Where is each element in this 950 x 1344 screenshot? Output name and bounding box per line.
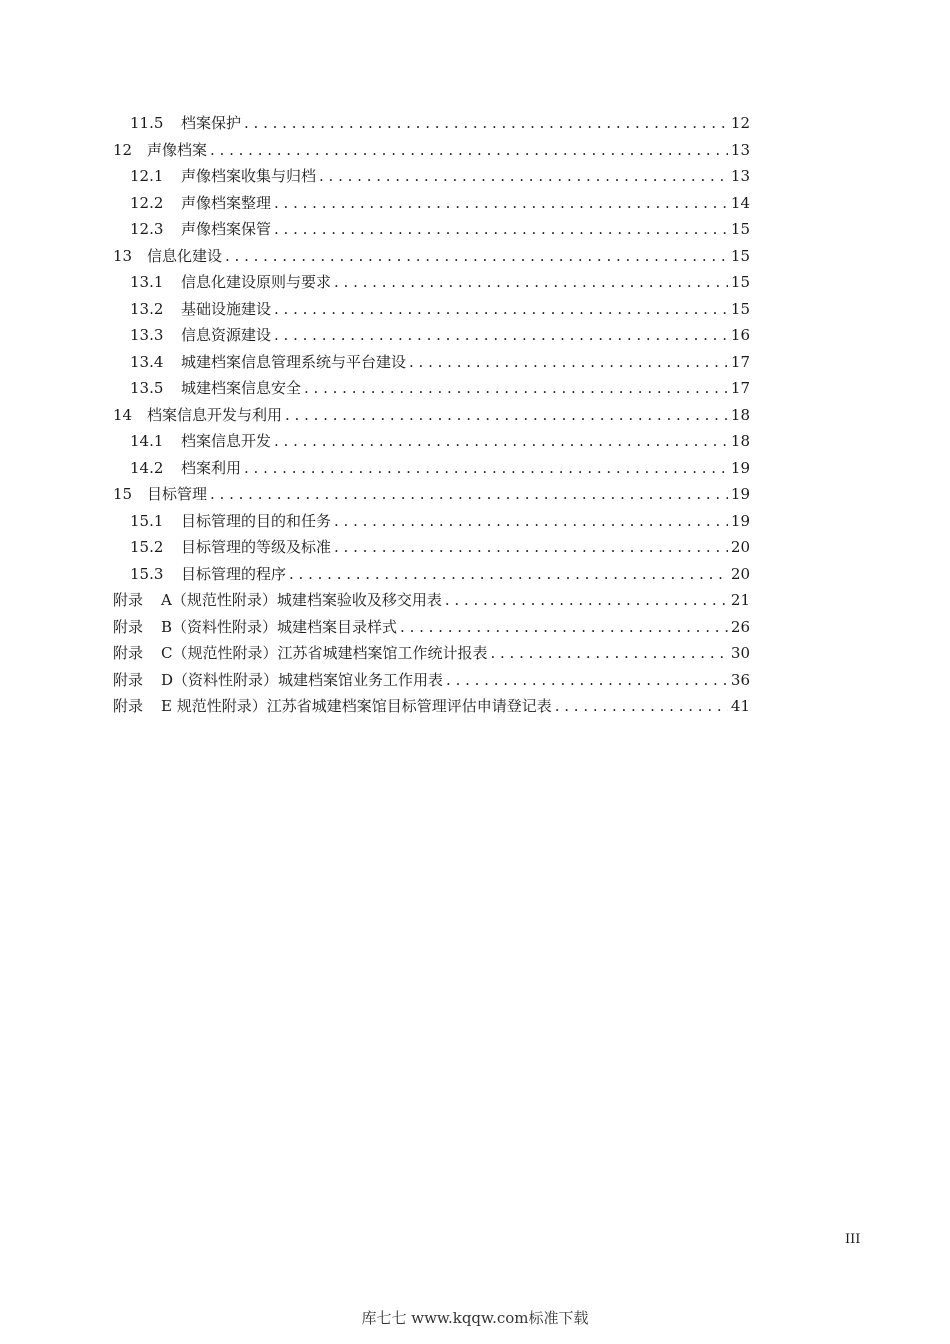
toc-entry-title: 信息化建设原则与要求 — [181, 273, 332, 291]
toc-entry-number: 14 — [113, 405, 133, 424]
toc-entry[interactable] — [113, 324, 750, 351]
toc-entry[interactable] — [113, 245, 750, 272]
toc-entry[interactable] — [113, 404, 750, 431]
toc-entry-title: 声像档案 — [147, 140, 208, 159]
toc-entry-number: 附录 — [113, 644, 144, 662]
toc-entry-number: 14.1 — [130, 432, 164, 450]
toc-dot-leader — [555, 697, 728, 715]
toc-entry-page: 19 — [730, 485, 750, 503]
toc-entry-title: 声像档案收集与归档 — [181, 167, 317, 185]
table-of-contents — [113, 112, 750, 722]
toc-dot-leader — [334, 538, 728, 556]
toc-entry-page: 13 — [730, 167, 750, 185]
toc-entry-number: 11.5 — [130, 114, 164, 132]
toc-entry-number: 15.3 — [130, 564, 164, 583]
toc-dot-leader — [334, 273, 728, 291]
toc-entry-page: 14 — [730, 193, 750, 212]
toc-entry[interactable] — [113, 510, 750, 537]
toc-entry[interactable] — [113, 139, 750, 166]
toc-entry-page: 15 — [730, 246, 750, 265]
toc-entry-page: 13 — [730, 140, 750, 159]
toc-entry-number: 附录 — [113, 617, 144, 636]
footer-watermark: 库七七 www.kqqw.com标准下载 — [361, 1309, 589, 1327]
toc-entry[interactable] — [113, 483, 750, 510]
toc-entry-title: 城建档案信息管理系统与平台建设 — [181, 352, 407, 371]
toc-entry-number: 15 — [113, 485, 133, 503]
toc-entry-page: 21 — [730, 591, 750, 609]
toc-entry-number: 13.4 — [130, 352, 164, 371]
toc-dot-leader — [409, 353, 728, 371]
toc-entry-title: 城建档案信息安全 — [181, 379, 302, 397]
toc-entry[interactable] — [113, 616, 750, 643]
toc-entry-title: 档案信息开发 — [181, 432, 272, 450]
toc-entry-title: A（规范性附录）城建档案验收及移交用表 — [161, 591, 442, 609]
toc-entry[interactable] — [113, 536, 750, 563]
toc-entry-page: 18 — [730, 405, 750, 424]
toc-dot-leader — [319, 167, 728, 185]
toc-entry-number: 13 — [113, 246, 133, 265]
toc-entry-page: 15 — [730, 220, 750, 238]
toc-entry-page: 17 — [730, 379, 750, 397]
toc-entry[interactable] — [113, 271, 750, 298]
toc-entry-number: 13.1 — [130, 273, 164, 291]
toc-dot-leader — [400, 618, 728, 636]
toc-entry-title: 信息资源建设 — [181, 326, 272, 344]
toc-entry-title: B（资料性附录）城建档案目录样式 — [161, 617, 398, 636]
toc-dot-leader — [289, 565, 728, 583]
toc-entry-number: 12.3 — [130, 220, 164, 238]
toc-entry[interactable] — [113, 218, 750, 245]
toc-entry-number: 附录 — [113, 697, 144, 715]
toc-entry-page: 20 — [730, 538, 750, 556]
toc-entry[interactable] — [113, 192, 750, 219]
toc-entry-title: 目标管理 — [147, 485, 208, 503]
toc-entry[interactable] — [113, 695, 750, 722]
toc-dot-leader — [304, 379, 728, 397]
toc-entry[interactable] — [113, 165, 750, 192]
toc-entry[interactable] — [113, 430, 750, 457]
toc-dot-leader — [244, 459, 728, 477]
toc-entry-number: 12.1 — [130, 167, 164, 185]
toc-dot-leader — [210, 141, 728, 159]
toc-entry-page: 12 — [730, 114, 750, 132]
toc-entry-title: 目标管理的目的和任务 — [181, 511, 332, 530]
toc-dot-leader — [285, 406, 728, 424]
toc-entry-page: 26 — [730, 617, 750, 636]
toc-entry-page: 15 — [730, 273, 750, 291]
toc-dot-leader — [274, 220, 728, 238]
toc-entry[interactable] — [113, 457, 750, 484]
toc-dot-leader — [244, 114, 728, 132]
toc-dot-leader — [334, 512, 728, 530]
toc-entry-number: 附录 — [113, 591, 144, 609]
toc-dot-leader — [274, 194, 728, 212]
toc-entry[interactable] — [113, 298, 750, 325]
toc-dot-leader — [490, 644, 727, 662]
toc-entry-page: 36 — [730, 670, 750, 689]
toc-entry[interactable] — [113, 112, 750, 139]
toc-dot-leader — [210, 485, 728, 503]
page-number: III — [845, 1232, 861, 1247]
toc-entry-page: 18 — [730, 432, 750, 450]
toc-entry-number: 15.2 — [130, 538, 164, 556]
toc-entry-number: 附录 — [113, 670, 144, 689]
toc-entry-page: 20 — [730, 564, 750, 583]
toc-entry-page: 19 — [730, 511, 750, 530]
toc-entry-title: E 规范性附录）江苏省城建档案馆目标管理评估申请登记表 — [161, 697, 552, 715]
toc-entry-title: 基础设施建设 — [181, 299, 272, 318]
toc-entry-title: 信息化建设 — [147, 246, 223, 265]
toc-entry-page: 16 — [730, 326, 750, 344]
toc-entry[interactable] — [113, 377, 750, 404]
toc-entry-number: 12 — [113, 140, 133, 159]
toc-dot-leader — [446, 671, 728, 689]
toc-entry-title: 目标管理的程序 — [181, 564, 287, 583]
toc-entry-page: 15 — [730, 299, 750, 318]
toc-entry-title: D（资料性附录）城建档案馆业务工作用表 — [161, 670, 444, 689]
toc-entry-number: 15.1 — [130, 511, 164, 530]
toc-entry[interactable] — [113, 589, 750, 616]
toc-entry-title: 声像档案整理 — [181, 193, 272, 212]
toc-entry-page: 19 — [730, 458, 750, 477]
toc-entry-page: 17 — [730, 352, 750, 371]
toc-entry-number: 13.2 — [130, 299, 164, 318]
toc-entry-number: 13.5 — [130, 379, 164, 397]
toc-entry-title: 目标管理的等级及标准 — [181, 538, 332, 556]
toc-entry-number: 13.3 — [130, 326, 164, 344]
toc-dot-leader — [274, 326, 728, 344]
toc-entry-title: 档案保护 — [181, 114, 242, 132]
toc-entry-number: 12.2 — [130, 193, 164, 212]
toc-dot-leader — [225, 247, 728, 265]
toc-dot-leader — [274, 432, 728, 450]
toc-dot-leader — [445, 591, 728, 609]
toc-entry[interactable] — [113, 351, 750, 378]
toc-entry[interactable] — [113, 669, 750, 696]
toc-dot-leader — [274, 300, 728, 318]
toc-entry-title: C（规范性附录）江苏省城建档案馆工作统计报表 — [161, 644, 488, 662]
toc-entry-title: 档案利用 — [181, 458, 242, 477]
toc-entry[interactable] — [113, 563, 750, 590]
toc-entry-page: 41 — [730, 697, 750, 715]
toc-entry[interactable] — [113, 642, 750, 669]
toc-entry-page: 30 — [730, 644, 750, 662]
toc-entry-number: 14.2 — [130, 458, 164, 477]
toc-entry-title: 声像档案保管 — [181, 220, 272, 238]
toc-entry-title: 档案信息开发与利用 — [147, 405, 283, 424]
